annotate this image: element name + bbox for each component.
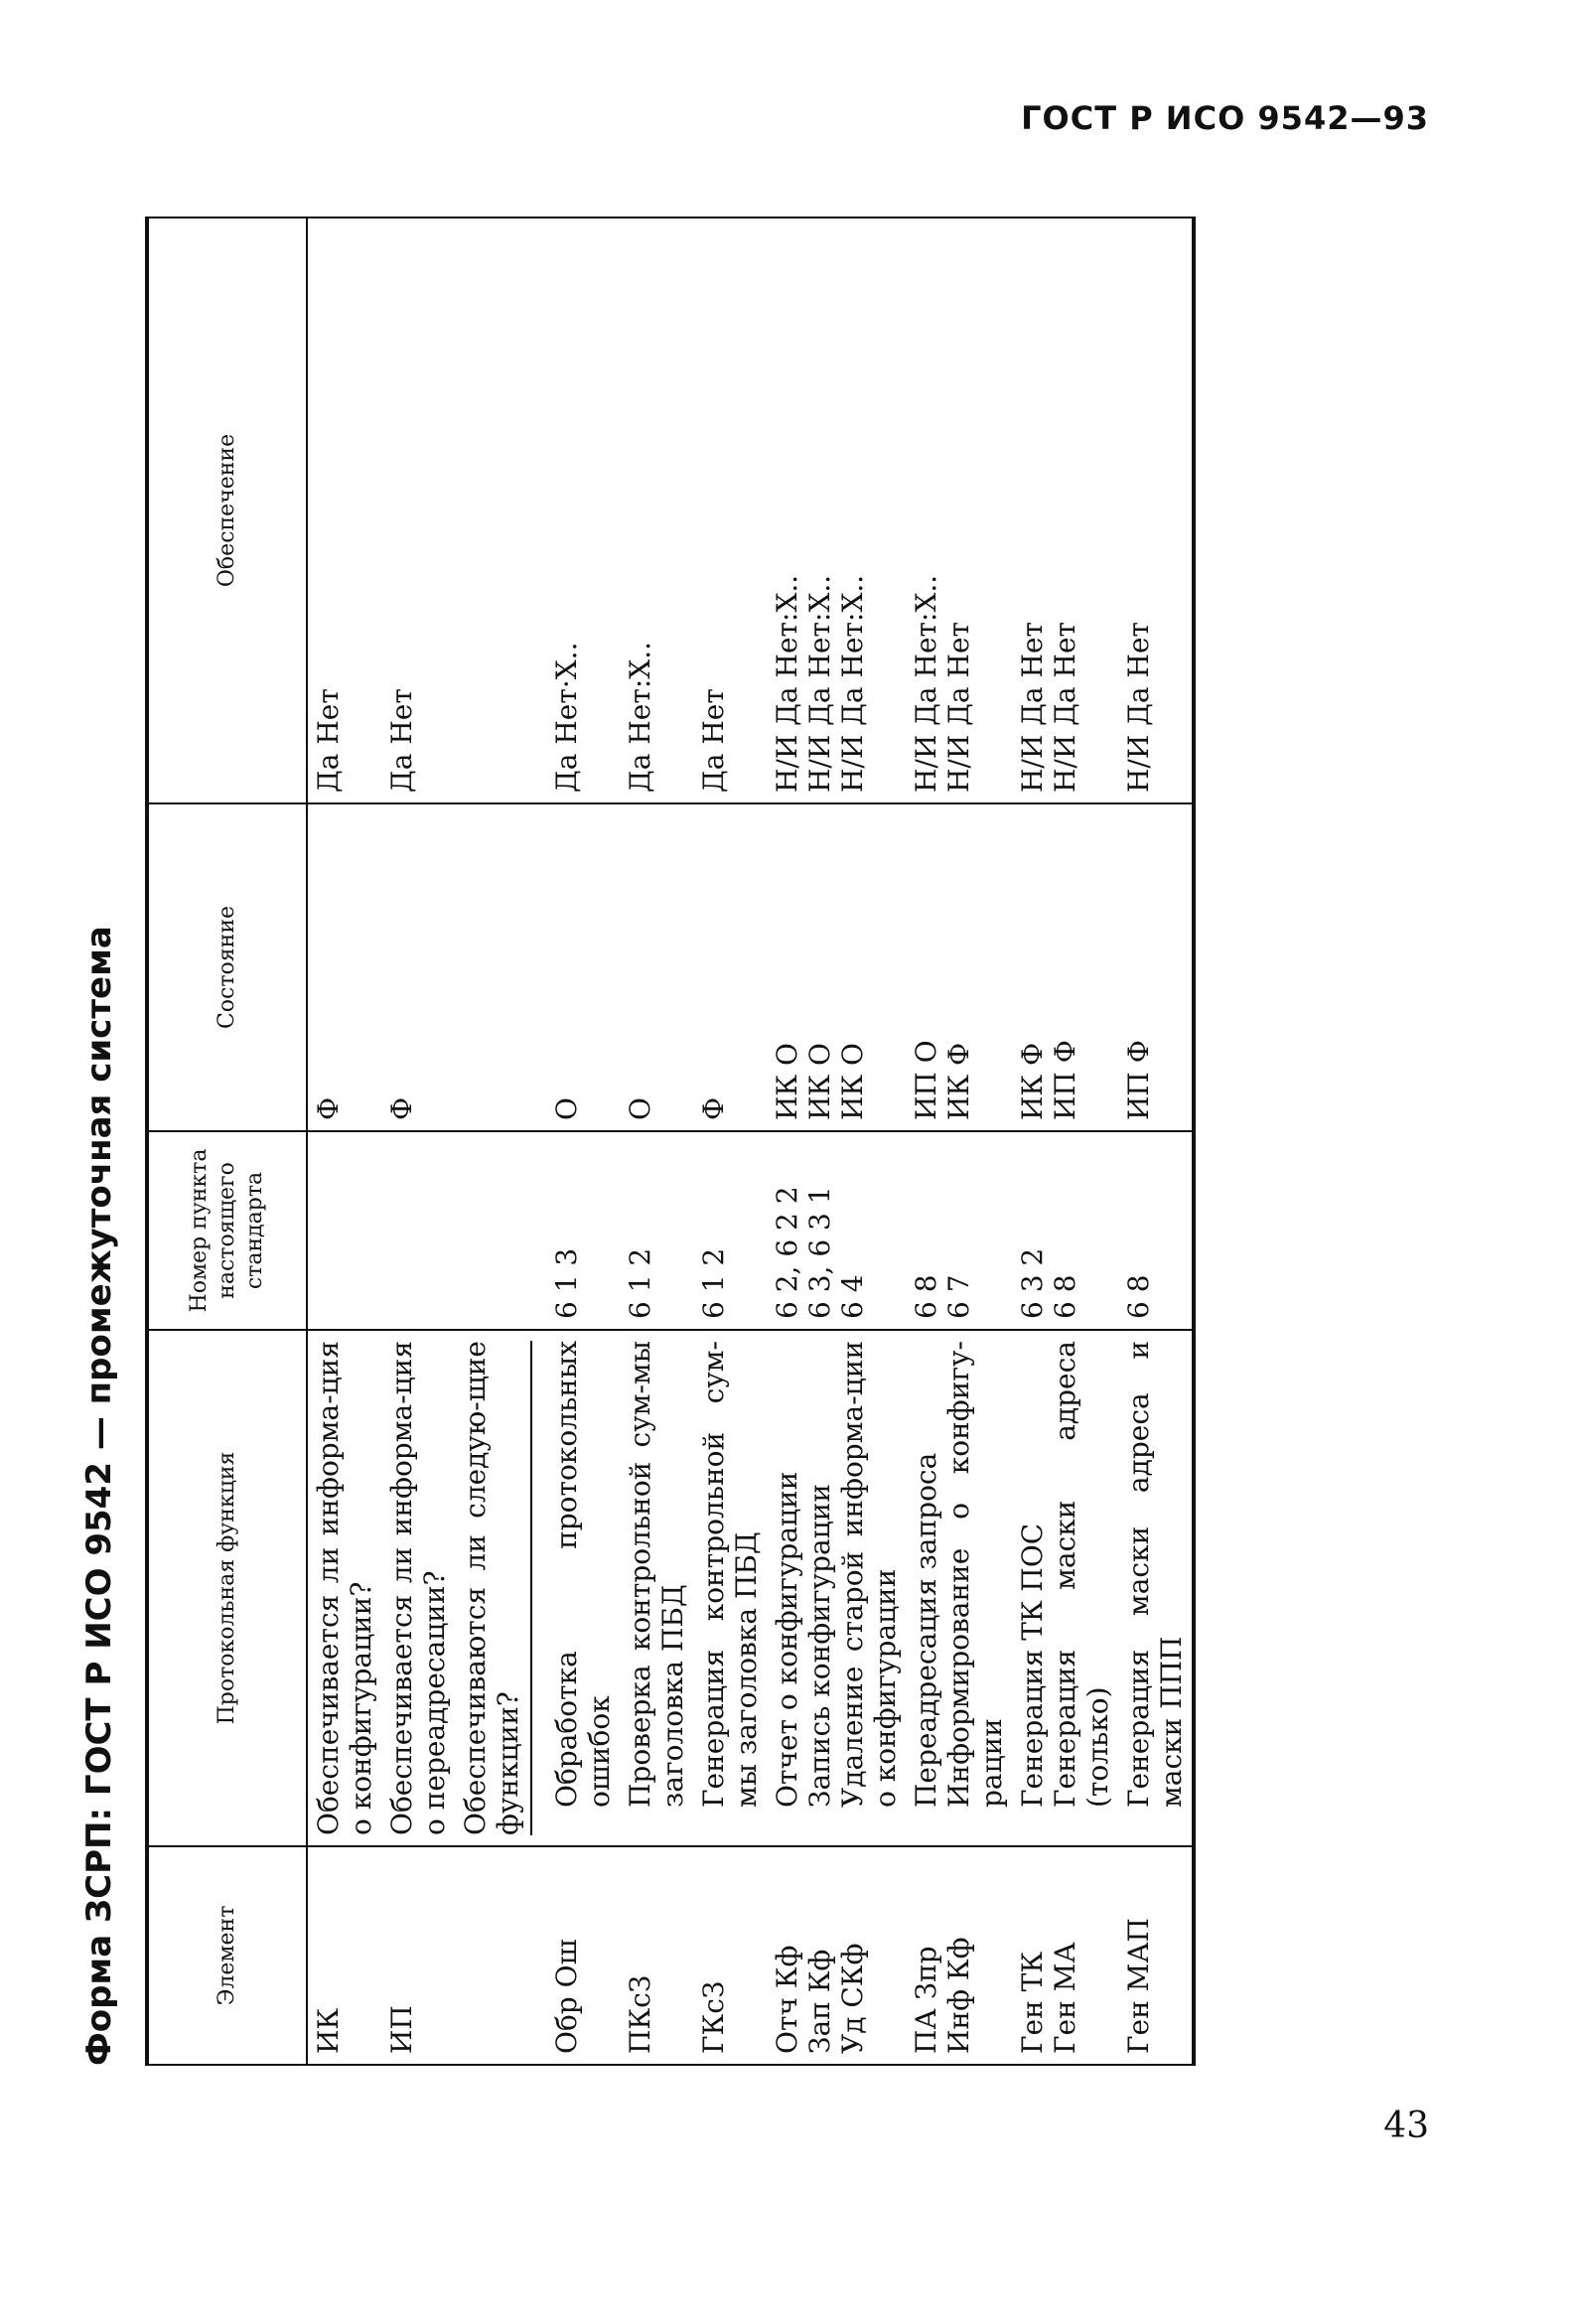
support-value: Н/И Да Нет:Х.. (771, 574, 803, 793)
support-value: Н/И Да Нет:Х.. (836, 574, 869, 793)
clause-number: 6 3, 6 3 1 (803, 1186, 836, 1319)
clause-number: 6 8 (1049, 1274, 1081, 1319)
table-cell-clause (693, 1131, 767, 1330)
table-cell-support (906, 218, 1012, 803)
status-value: ИК Ф (942, 1042, 975, 1120)
element-label: Ген МА (1049, 1942, 1081, 2054)
table-row (906, 218, 1012, 2065)
column-header-element: Элемент (147, 1846, 307, 2065)
support-value: Да Нет·Х.. (550, 642, 583, 793)
table-cell-element (1012, 1846, 1118, 2065)
status-value: ИК Ф (1016, 1042, 1049, 1120)
clause-number: 6 7 (942, 1274, 975, 1319)
table-row (767, 218, 906, 2065)
support-value: Н/И Да Нет (1122, 621, 1155, 793)
table-cell-element (381, 1846, 455, 2065)
table-row (381, 218, 455, 2065)
table-cell-status (693, 803, 767, 1131)
status-value: О (624, 1097, 656, 1120)
table-cell-function (1118, 1330, 1194, 1846)
table-cell-clause (1012, 1131, 1118, 1330)
column-header-clause: Номер пункта настоящего стандарта (147, 1131, 307, 1330)
support-value: Да Нет (312, 688, 345, 793)
function-label: Обеспечивается ли информа-ция о конфигурации? (312, 1341, 377, 1835)
table-cell-status (381, 803, 455, 1131)
table-body (307, 218, 1194, 2065)
table-cell-clause (906, 1131, 1012, 1330)
table-cell-support (546, 218, 620, 803)
table-cell-support (620, 218, 693, 803)
form-title: Форма ЗСРП: ГОСТ Р ИСО 9542 — промежуточная система (79, 926, 119, 2066)
table-cell-clause (546, 1131, 620, 1330)
function-label: Обеспечивается ли информа-ция о переадресации? (385, 1341, 451, 1835)
document-header: ГОСТ Р ИСО 9542—93 (1021, 99, 1429, 137)
status-value: О (550, 1097, 583, 1120)
element-label: Ген ТК (1016, 1951, 1049, 2054)
status-value: ИК О (836, 1043, 869, 1120)
table-row (455, 218, 546, 2065)
status-value: ИП О (910, 1040, 942, 1120)
clause-number: 6 1 3 (550, 1247, 583, 1319)
element-label: Отч Кф (771, 1945, 803, 2054)
table-cell-status (1012, 803, 1118, 1131)
status-value: ИП Ф (1122, 1040, 1155, 1120)
clause-number: 6 3 2 (1016, 1247, 1049, 1319)
table-cell-function (381, 1330, 455, 1846)
table-cell-status (307, 803, 381, 1131)
function-label: Удаление старой информа-ции о конфигурации (836, 1341, 902, 1808)
table-cell-support (307, 218, 381, 803)
support-value: Н/И Да Нет:Х.. (910, 574, 942, 793)
clause-number: 6 2, 6 2 2 (771, 1186, 803, 1319)
table-cell-status (767, 803, 906, 1131)
status-value: ИК О (803, 1043, 836, 1120)
column-header-support: Обеспечение (147, 218, 307, 803)
function-label: Генерация ТК ПОС (1016, 1523, 1049, 1808)
element-label: Обр Ош (550, 1939, 583, 2054)
table-cell-status (906, 803, 1012, 1131)
support-value: Н/И Да Нет:Х.. (803, 574, 836, 793)
function-label: Переадресация запроса (910, 1452, 942, 1808)
element-label: Уд СКф (836, 1943, 869, 2054)
column-header-status: Состояние (147, 803, 307, 1131)
table-row (307, 218, 381, 2065)
protocol-table (145, 217, 1196, 2066)
table-cell-support (767, 218, 906, 803)
status-value: Ф (697, 1096, 730, 1120)
element-label: Инф Кф (942, 1937, 975, 2054)
clause-number: 6 1 2 (697, 1247, 730, 1319)
table-cell-element (455, 1846, 546, 2065)
page-number: 43 (1383, 2106, 1429, 2146)
element-label: Ген МАП (1122, 1918, 1155, 2054)
support-value: Да Нет:Х.. (624, 641, 656, 793)
table-cell-element (620, 1846, 693, 2065)
function-label: Проверка контрольной сум-мы заголовка ПБД (624, 1341, 689, 1808)
table-cell-status (1118, 803, 1194, 1131)
clause-number: 6 8 (910, 1274, 942, 1319)
status-value: ИК О (771, 1043, 803, 1120)
table-cell-clause (767, 1131, 906, 1330)
status-value: Ф (385, 1096, 418, 1120)
table-cell-element (906, 1846, 1012, 2065)
element-label: ИК (312, 2007, 345, 2054)
table-row (620, 218, 693, 2065)
status-value: ИП Ф (1049, 1040, 1081, 1120)
table-cell-function (906, 1330, 1012, 1846)
table-cell-clause (381, 1131, 455, 1330)
function-label: Информирование о конфигу-рации (942, 1341, 1008, 1808)
status-value: Ф (312, 1096, 345, 1120)
table-cell-support (1012, 218, 1118, 803)
support-value: Да Нет (385, 688, 418, 793)
section-subheading: Обеспечиваются ли следую-щие функции? (459, 1341, 532, 1835)
table-header-row (147, 218, 307, 2065)
table-row (546, 218, 620, 2065)
column-header-function: Протокольная функция (147, 1330, 307, 1846)
table-cell-element (546, 1846, 620, 2065)
table-cell-status (455, 803, 546, 1131)
function-label: Генерация маски адреса и маски ППП (1122, 1341, 1188, 1808)
table-cell-status (546, 803, 620, 1131)
table-cell-element (307, 1846, 381, 2065)
table-cell-function (1012, 1330, 1118, 1846)
table-cell-element (767, 1846, 906, 2065)
clause-number: 6 1 2 (624, 1247, 656, 1319)
table-cell-function (546, 1330, 620, 1846)
table-row (1118, 218, 1194, 2065)
table-cell-element (693, 1846, 767, 2065)
element-label: ПА Зпр (910, 1946, 942, 2054)
table-cell-function (767, 1330, 906, 1846)
support-value: Н/И Да Нет (942, 621, 975, 793)
table-cell-function (307, 1330, 381, 1846)
function-label: Обработка протокольных ошибок (550, 1341, 616, 1808)
table-row (693, 218, 767, 2065)
clause-number: 6 4 (836, 1274, 869, 1319)
table-cell-clause (620, 1131, 693, 1330)
table-cell-clause (307, 1131, 381, 1330)
table-cell-clause (455, 1131, 546, 1330)
function-label: Отчет о конфигурации (771, 1471, 803, 1808)
table-cell-support (381, 218, 455, 803)
table-row (1012, 218, 1118, 2065)
table-cell-clause (1118, 1131, 1194, 1330)
rotated-content (79, 179, 1271, 2066)
support-value: Н/И Да Нет (1049, 621, 1081, 793)
table-cell-function (693, 1330, 767, 1846)
table-cell-support (1118, 218, 1194, 803)
table-cell-function (455, 1330, 546, 1846)
clause-number: 6 8 (1122, 1274, 1155, 1319)
function-label: Запись конфигурации (803, 1484, 836, 1808)
table-cell-function (620, 1330, 693, 1846)
element-label: ПКсЗ (624, 1974, 656, 2054)
element-label: ГКсЗ (697, 1980, 730, 2054)
table-cell-support (455, 218, 546, 803)
function-label: Генерация маски адреса (только) (1049, 1341, 1114, 1808)
table-cell-element (1118, 1846, 1194, 2065)
element-label: Зап Кф (803, 1949, 836, 2054)
function-label: Генерация контрольной сум-мы заголовка ПБД (697, 1341, 763, 1808)
support-value: Да Нет (697, 688, 730, 793)
table-cell-status (620, 803, 693, 1131)
table-cell-support (693, 218, 767, 803)
support-value: Н/И Да Нет (1016, 621, 1049, 793)
element-label: ИП (385, 2005, 418, 2054)
